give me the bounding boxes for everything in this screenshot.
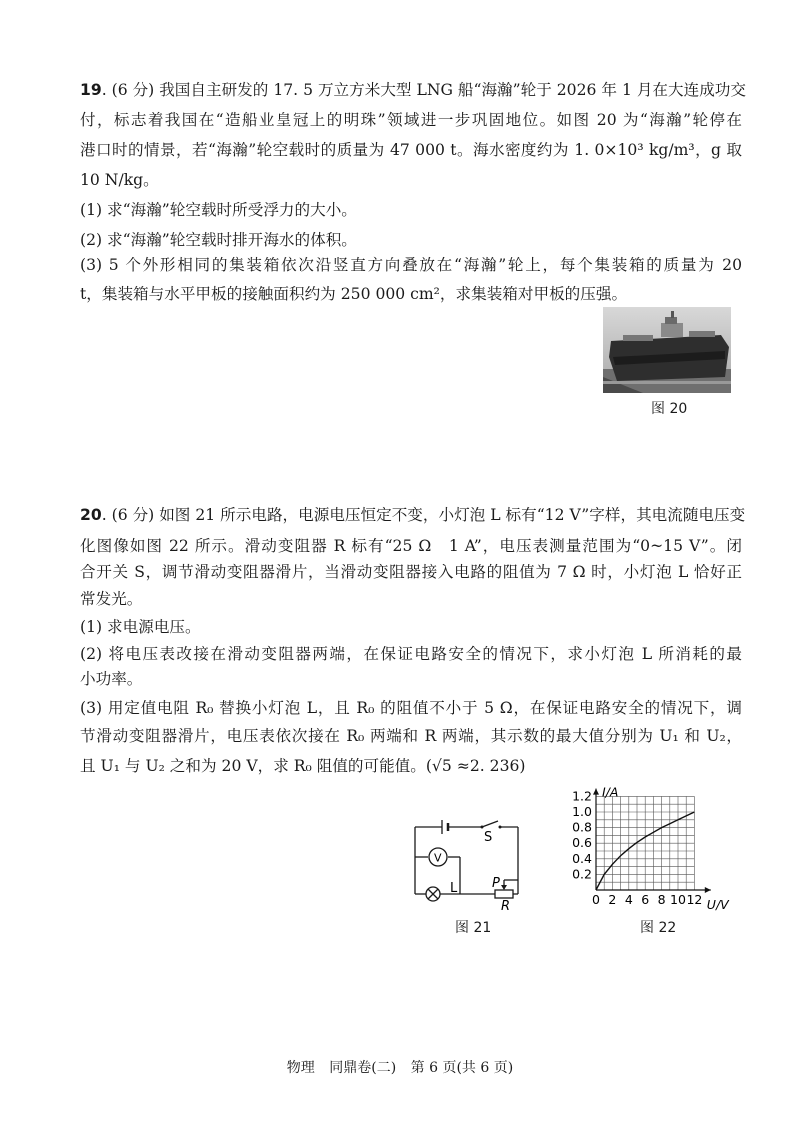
- y-tick-label: 0.2: [572, 866, 592, 882]
- y-tick-label: 0.4: [572, 850, 592, 866]
- q19-sub-3-cont: t，集装箱与水平甲板的接触面积约为 250 000 cm²，求集装箱对甲板的压强。: [80, 285, 628, 303]
- footer-subject: 物理: [286, 1060, 315, 1076]
- y-tick-label: 0.8: [572, 819, 592, 835]
- switch-label: S: [484, 830, 493, 845]
- q20-sub-2: (2) 将电压表改接在滑动变阻器两端，在保证电路安全的情况下，求小灯泡 L 所消耗的最: [80, 645, 742, 663]
- q19-line-2: 付，标志着我国在“造船业皇冠上的明珠”领域进一步巩固地位。如图 20 为“海瀚”轮停在: [80, 111, 742, 129]
- q19-sub-2: (2) 求“海瀚”轮空载时排开海水的体积。: [80, 231, 357, 249]
- x-tick-label: 10: [670, 892, 686, 907]
- circuit-diagram: [400, 812, 530, 912]
- question-number: 20: [80, 506, 102, 524]
- q19-line-3: 港口时的情景，若“海瀚”轮空载时的质量为 47 000 t。海水密度约为 1. 0×10³ kg/m³，g 取: [80, 141, 742, 159]
- q19-sub-1: (1) 求“海瀚”轮空载时所受浮力的大小。: [80, 201, 357, 219]
- q19-sub-3: (3) 5 个外形相同的集装箱依次沿竖直方向叠放在“海瀚”轮上，每个集装箱的质量为 20: [80, 256, 742, 274]
- q20-line-2: 化图像如图 22 所示。滑动变阻器 R 标有“25 Ω 1 A”，电压表测量范围为“0~15 V”。闭: [80, 537, 742, 555]
- q20-line-3: 合开关 S，调节滑动变阻器滑片，当滑动变阻器接入电路的阻值为 7 Ω 时，小灯泡 L 恰好正: [80, 563, 742, 581]
- figure-21-caption: 图 21: [455, 920, 492, 936]
- q20-sub-3: (3) 用定值电阻 R₀ 替换小灯泡 L，且 R₀ 的阻值不小于 5 Ω，在保证电路安全的情况下，调: [80, 699, 742, 717]
- q20-line-4: 常发光。: [80, 590, 143, 608]
- x-tick-label: 12: [686, 892, 703, 907]
- slider-label: P: [492, 876, 500, 891]
- q19-line-1: 19. (6 分) 我国自主研发的 17. 5 万立方米大型 LNG 船“海瀚”轮于 2026 年 1 月在大连成功交: [80, 81, 746, 99]
- figure-22-caption: 图 22: [640, 920, 677, 936]
- y-tick-label: 1.0: [572, 804, 592, 819]
- current-voltage-graph: [570, 778, 740, 918]
- x-tick-label: 4: [624, 892, 633, 907]
- q20-sub-2-cont: 小功率。: [80, 670, 143, 688]
- q20-sub-1: (1) 求电源电压。: [80, 618, 201, 636]
- lamp-label: L: [450, 881, 458, 896]
- x-tick-label: 0: [592, 892, 600, 907]
- figure-20-caption: 图 20: [651, 401, 688, 417]
- ship-photo: [603, 307, 731, 393]
- y-axis-label: I/A: [602, 784, 619, 800]
- q19-line-4: 10 N/kg。: [80, 171, 159, 189]
- y-axis-arrow-icon: [593, 789, 599, 795]
- resistor-label: R: [501, 899, 511, 912]
- x-tick-label: 2: [608, 892, 617, 907]
- y-tick-label: 1.2: [572, 788, 592, 804]
- x-axis-label: U/V: [706, 897, 729, 912]
- x-axis-arrow-icon: [705, 887, 711, 893]
- rheostat-icon: [495, 890, 513, 898]
- footer-paper: 同鼎卷(二): [329, 1060, 397, 1076]
- voltmeter-label: V: [434, 851, 442, 865]
- x-tick-label: 8: [657, 892, 666, 907]
- y-tick-label: 0.6: [572, 835, 592, 851]
- q20-sub-3-cont: 节滑动变阻器滑片，电压表依次接在 R₀ 两端和 R 两端，其示数的最大值分别为 U₁ 和 U₂，: [80, 727, 742, 745]
- switch-lever: [482, 821, 498, 827]
- question-number: 19: [80, 81, 102, 99]
- footer-page: 第 6 页(共 6 页): [410, 1060, 514, 1076]
- x-tick-label: 6: [641, 892, 650, 907]
- q20-line-1: 20. (6 分) 如图 21 所示电路，电源电压恒定不变，小灯泡 L 标有“12 V”字样，其电流随电压变: [80, 506, 746, 524]
- q20-sub-3-end: 且 U₁ 与 U₂ 之和为 20 V，求 R₀ 阻值的可能值。(√5 ≈2. 236): [80, 757, 526, 775]
- page-footer: [0, 1057, 800, 1077]
